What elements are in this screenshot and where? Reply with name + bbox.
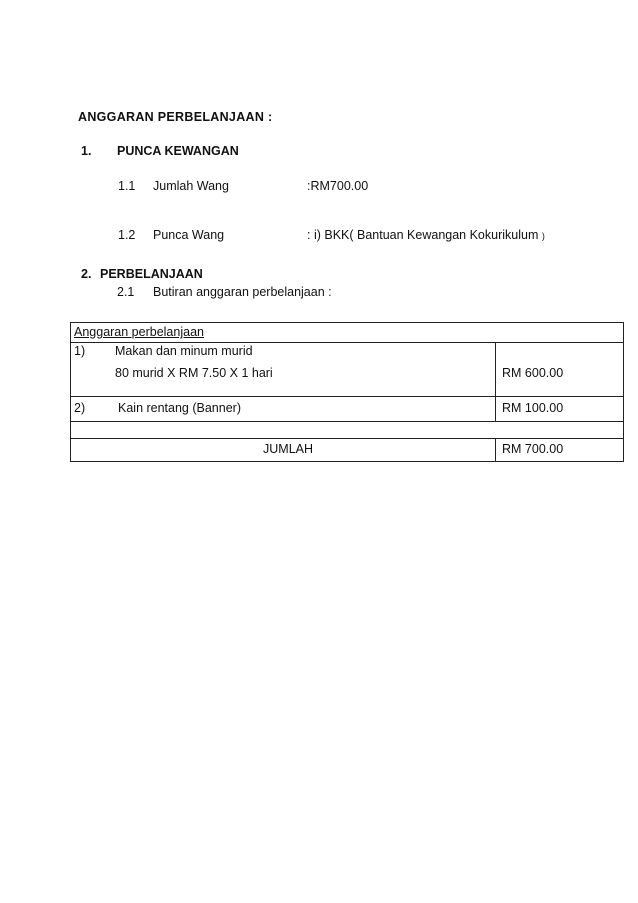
row-1-number: 1) bbox=[74, 344, 86, 358]
row-1-detail: 80 murid X RM 7.50 X 1 hari bbox=[115, 366, 273, 380]
item-1-1-value: :RM700.00 bbox=[307, 179, 369, 193]
total-amount: RM 700.00 bbox=[502, 442, 564, 456]
item-1-2-value-text: : i) BKK( Bantuan Kewangan Kokurikulum bbox=[307, 228, 539, 242]
total-amount-cell bbox=[496, 439, 624, 462]
section2-number: 2. bbox=[81, 267, 92, 281]
section1-title: PUNCA KEWANGAN bbox=[117, 144, 239, 158]
row-2-number: 2) bbox=[74, 401, 86, 415]
item-1-1-label: Jumlah Wang bbox=[153, 179, 229, 193]
section2-sub-number: 2.1 bbox=[117, 285, 135, 299]
table-row bbox=[71, 343, 624, 397]
row-2-amount-cell bbox=[496, 397, 624, 422]
row-2-description-cell bbox=[71, 397, 496, 422]
table-header-row bbox=[71, 323, 624, 343]
item-1-2-value bbox=[307, 228, 545, 242]
empty-cell bbox=[71, 422, 624, 439]
total-label: JUMLAH bbox=[263, 442, 314, 456]
row-2-description: Kain rentang (Banner) bbox=[118, 401, 241, 415]
section1-number: 1. bbox=[81, 144, 92, 158]
row-1-description-cell bbox=[71, 343, 496, 397]
section2-title: PERBELANJAAN bbox=[100, 267, 203, 281]
item-1-2-value-suffix: ) bbox=[541, 231, 545, 241]
budget-table bbox=[70, 322, 624, 462]
row-2-amount: RM 100.00 bbox=[502, 401, 564, 415]
row-1-amount-cell bbox=[496, 343, 624, 397]
section2-sub-label: Butiran anggaran perbelanjaan : bbox=[153, 285, 332, 299]
total-label-cell bbox=[71, 439, 496, 462]
item-1-1-number: 1.1 bbox=[118, 179, 136, 193]
table-header: Anggaran perbelanjaan bbox=[74, 325, 204, 339]
table-empty-row bbox=[71, 422, 624, 439]
row-1-amount: RM 600.00 bbox=[502, 366, 564, 380]
table-row bbox=[71, 397, 624, 422]
item-1-2-label: Punca Wang bbox=[153, 228, 225, 242]
row-1-description: Makan dan minum murid bbox=[115, 344, 253, 358]
item-1-2-number: 1.2 bbox=[118, 228, 136, 242]
table-total-row bbox=[71, 439, 624, 462]
table-header-cell bbox=[71, 323, 624, 343]
page-heading: ANGGARAN PERBELANJAAN : bbox=[78, 110, 273, 124]
